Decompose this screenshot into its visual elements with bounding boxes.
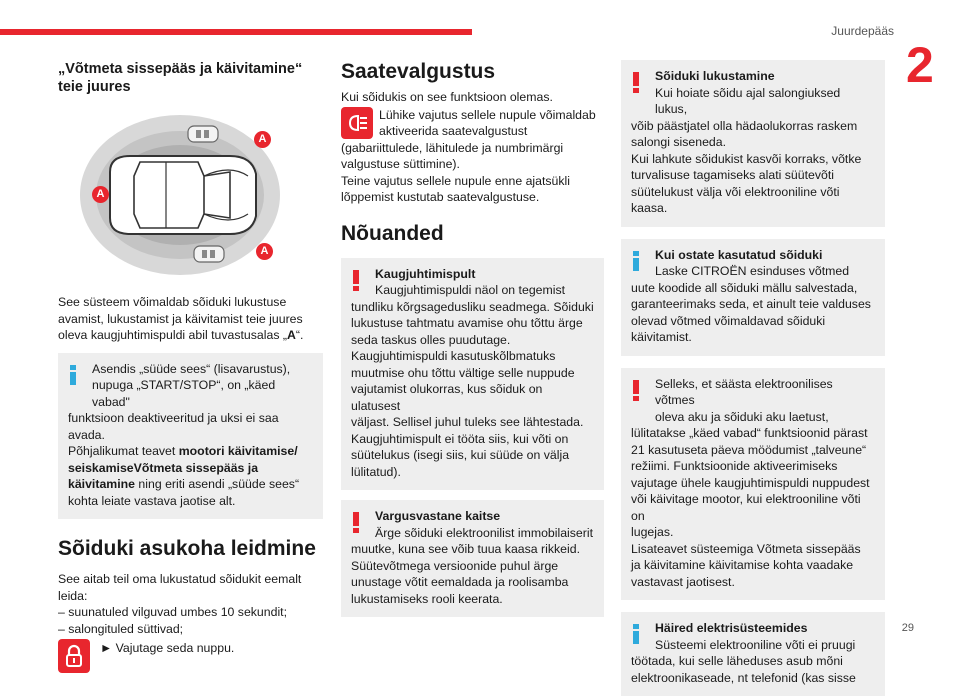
- heading-line: teie juures: [58, 79, 131, 95]
- press-lock-row: [58, 639, 323, 673]
- zone-label-a: A: [256, 243, 273, 260]
- locate-vehicle-text: See aitab teil oma lukustatud sõidukit eemalt leida: – suunatuled vilguvad umbes 10 sekundit; – salongituled süttivad;: [58, 572, 302, 636]
- guide-lighting-intro: Kui sõidukis on see funktsioon olemas.: [341, 90, 553, 104]
- text-line: oleva kaugjuhtimispuldi abil tuvastusalas „A“.: [58, 328, 304, 342]
- top-accent-bar: [0, 29, 472, 35]
- info-box-ignition: Asendis „süüde sees“ (lisavarustus), nupuga „START/STOP“, on „käed vabad" funktsioon deaktiveeritud ja uksi ei saa avada. Põhjalikumat teavet mootori käivitamise/ seiskamiseVõtmeta sissepääs ja käivitamine ning eriti asendi „süüde sees“ kohta leiate vastava jaotise alt.: [58, 353, 323, 520]
- warning-box-battery: Selleks, et säästa elektroonilises võtmes oleva aku ja sõiduki aku laetust, lülitatakse „käed vabad“ funktsioonid pärast 21 kasutuseta päeva möödumist „talveune“ režiimi. Funktsioonide aktiveerimiseks vajutage ühele kaugjuhtimispuldi nuppudest või käivitage mootor, kui elektrooniline võti on lugejas. Lisateavet süsteemiga Võtmeta sissepääs ja käivitamine käivitamise kohta vaadake vastavast jaotisest.: [621, 368, 885, 601]
- text-line: See süsteem võimaldab sõiduki lukustuse: [58, 295, 287, 309]
- info-icon: [633, 624, 639, 644]
- heading-line: „Võtmeta sissepääs ja käivitamine“: [58, 61, 303, 77]
- warning-box-locking: Sõiduki lukustamine Kui hoiate sõidu ajal salongiuksed lukus, võib päästjatel olla hädaolukorras raskem salongi siseneda. Kui lahkute sõidukist kasvõi korraks, võtke turvalisuse tagamiseks alati süütevõti süütelukust välja või elektrooniline võti kaasa.: [621, 60, 885, 227]
- info-box-interference: Häired elektrisüsteemides Süsteemi elektrooniline võti ei pruugi töötada, kui selle läheduses asub mõni elektroonikaseade, nt telefonid (kas sisse: [621, 612, 885, 696]
- warning-icon: [633, 72, 639, 92]
- zone-a-ref: A: [286, 328, 296, 342]
- warning-icon: [353, 270, 359, 290]
- column-left: [58, 60, 323, 673]
- lock-button-icon: [58, 639, 90, 673]
- text-line: avamist, lukustamist ja käivitamist teie juures: [58, 311, 303, 326]
- keyless-heading: [58, 60, 323, 96]
- warning-box-immobiliser: Vargusvastane kaitse Ärge sõiduki elektroonilist immobilaiserit muutke, kuna see võib tuua kaasa rikkeid. Süütevõtmega versioonide puhul ärge unustage võtit eemaldada ja roolisamba lukustamiseks rooli keerata.: [341, 500, 604, 617]
- advice-heading: Nõuanded: [341, 221, 444, 245]
- guide-lighting-text: Lühike vajutus sellele nupule võimaldab aktiveerida saatevalgustust (gabariittulede, lähitulede ja numbrimärgi valgustuse süttimine). Teine vajutus sellele nupule enne ajatsükli lõppemist kustutab saatevalgustuse.: [341, 107, 596, 204]
- locate-vehicle-heading: Sõiduki asukoha leidmine: [58, 537, 316, 560]
- warning-icon: [353, 512, 359, 532]
- warning-box-remote: Kaugjuhtimispult Kaugjuhtimispuldi näol on tegemist tundliku kõrgsagedusliku seadmega. Sõiduki lukustuse tahtmatu avamise ohu tõttu ärge seda taskus olles puudutage. Kaugjuhtimispuldi kasutuskõlbmatuks muutmise ohu tõttu vältige selle nuppude vajutamist olukorras, kus sõiduk on ulatusest väljast. Sellisel juhul tuleks see lähtestada. Kaugjuhtimispult ei tööta siis, kui võti on süütelukus (isegi siis, kui süüde on välja lülitatud).: [341, 258, 604, 491]
- zone-label-a: A: [254, 131, 271, 148]
- info-icon: [633, 251, 639, 271]
- section-title: Juurdepääs: [831, 24, 894, 38]
- info-box-used-vehicle: Kui ostate kasutatud sõiduki Laske CITROËN esinduses võtmed uute koodide all sõiduki mällu salvestada, garanteerimaks seda, et ainult teie valduses olevad võtmed võimaldavad sõiduki käivitamist.: [621, 239, 885, 356]
- key-fob-icon: [188, 126, 218, 142]
- press-instruction: ► Vajutage seda nuppu.: [100, 641, 235, 655]
- guide-lighting-heading: Saatevalgustus: [341, 60, 496, 83]
- key-fob-icon: [194, 246, 224, 262]
- page-number: 29: [901, 622, 914, 634]
- zone-label-a: A: [92, 186, 109, 203]
- info-icon: [70, 365, 76, 385]
- car-top-view-icon: [80, 114, 280, 276]
- column-right: [621, 60, 885, 696]
- keyless-description: [58, 294, 323, 344]
- column-middle: [341, 60, 604, 617]
- chapter-number: 2: [906, 37, 934, 93]
- warning-icon: [633, 380, 639, 400]
- headlight-button-icon: [341, 107, 373, 139]
- car-detection-illustration: [80, 114, 280, 276]
